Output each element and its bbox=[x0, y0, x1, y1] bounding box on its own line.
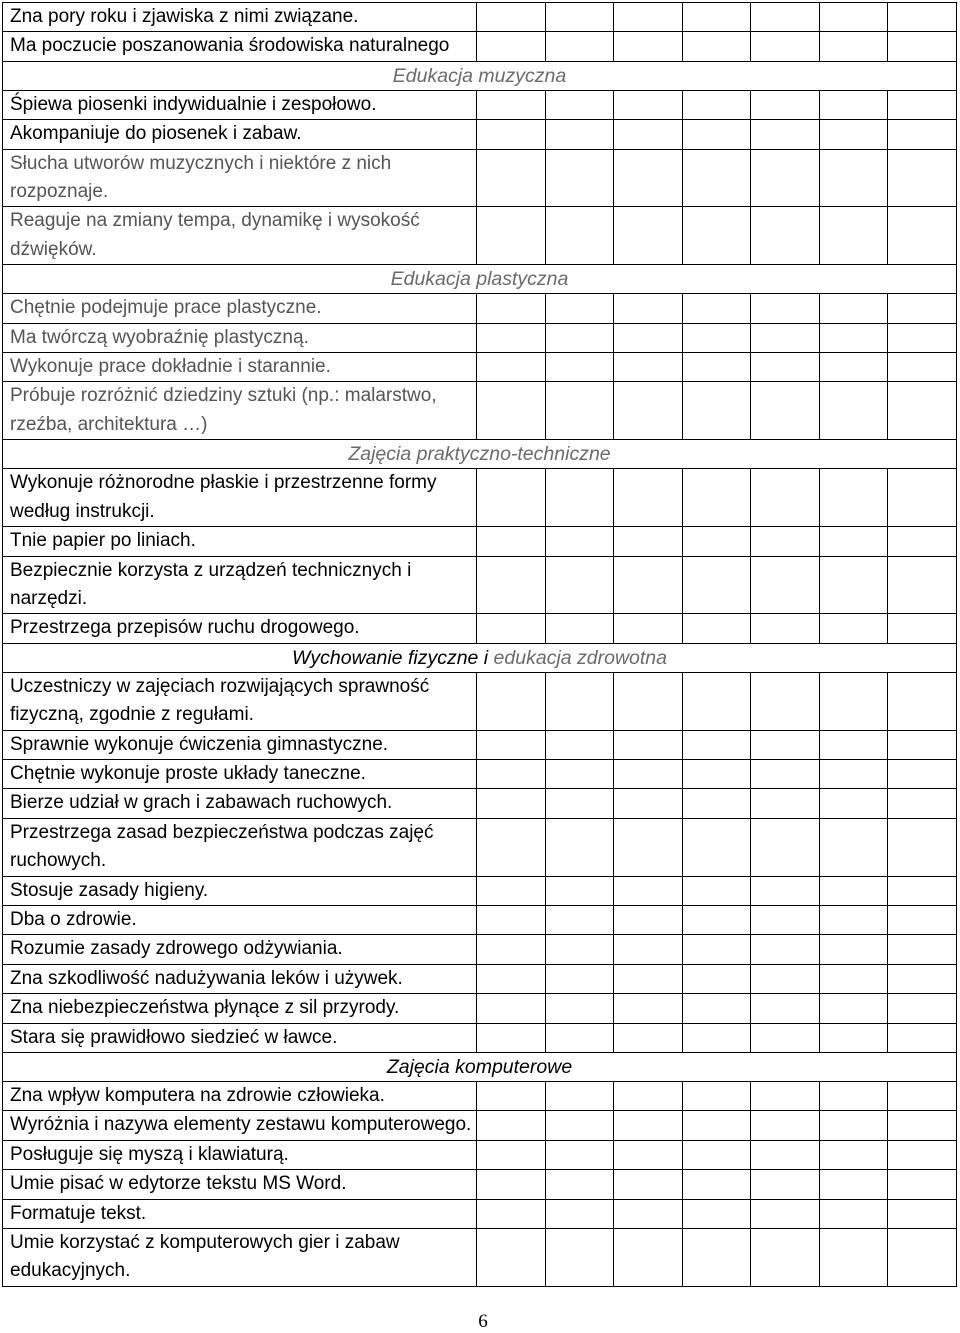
skill-description: Umie pisać w edytorze tekstu MS Word. bbox=[3, 1170, 477, 1199]
grade-cell[interactable] bbox=[751, 294, 820, 323]
grade-cell[interactable] bbox=[614, 672, 683, 730]
grade-cell[interactable] bbox=[545, 1082, 614, 1111]
grade-cell[interactable] bbox=[614, 323, 683, 352]
grade-cell[interactable] bbox=[614, 759, 683, 788]
grade-cell[interactable] bbox=[545, 32, 614, 61]
grade-cell[interactable] bbox=[888, 1023, 957, 1052]
grade-cell[interactable] bbox=[751, 207, 820, 265]
section-title: Zajęcia praktyczno-techniczne bbox=[348, 443, 611, 466]
grade-cell[interactable] bbox=[477, 323, 546, 352]
grade-cell[interactable] bbox=[819, 382, 888, 440]
grade-cell[interactable] bbox=[682, 1199, 751, 1228]
grade-cell[interactable] bbox=[614, 294, 683, 323]
grade-cell[interactable] bbox=[614, 149, 683, 207]
grade-cell[interactable] bbox=[819, 207, 888, 265]
grade-cell[interactable] bbox=[545, 614, 614, 643]
grade-cell[interactable] bbox=[888, 1199, 957, 1228]
skill-description: Chętnie podejmuje prace plastyczne. bbox=[3, 294, 477, 323]
grade-cell[interactable] bbox=[751, 905, 820, 934]
grade-cell[interactable] bbox=[614, 818, 683, 876]
grade-cell[interactable] bbox=[751, 1082, 820, 1111]
skill-description: Śpiewa piosenki indywidualnie i zespołowo. bbox=[3, 90, 477, 119]
grade-cell[interactable] bbox=[545, 469, 614, 527]
grade-cell[interactable] bbox=[819, 294, 888, 323]
skill-description: Umie korzystać z komputerowych gier i zabaw edukacyjnych. bbox=[3, 1229, 477, 1287]
grade-cell[interactable] bbox=[888, 789, 957, 818]
skill-description: Przestrzega przepisów ruchu drogowego. bbox=[3, 614, 477, 643]
skill-description: Uczestniczy w zajęciach rozwijających sprawność fizyczną, zgodnie z regułami. bbox=[3, 672, 477, 730]
grade-cell[interactable] bbox=[545, 149, 614, 207]
grade-cell[interactable] bbox=[682, 1082, 751, 1111]
grade-cell[interactable] bbox=[682, 1229, 751, 1287]
skill-row bbox=[3, 730, 957, 759]
grade-cell[interactable] bbox=[477, 994, 546, 1023]
grade-cell[interactable] bbox=[682, 149, 751, 207]
skill-row bbox=[3, 469, 957, 527]
grade-cell[interactable] bbox=[751, 818, 820, 876]
grade-cell[interactable] bbox=[545, 1229, 614, 1287]
skill-row bbox=[3, 323, 957, 352]
grade-cell[interactable] bbox=[545, 935, 614, 964]
grade-cell[interactable] bbox=[545, 207, 614, 265]
grade-cell[interactable] bbox=[682, 1140, 751, 1169]
skill-row bbox=[3, 759, 957, 788]
grade-cell[interactable] bbox=[888, 1170, 957, 1199]
skill-description: Zna pory roku i zjawiska z nimi związane. bbox=[3, 3, 477, 32]
grade-cell[interactable] bbox=[888, 994, 957, 1023]
grade-cell[interactable] bbox=[888, 353, 957, 382]
grade-cell[interactable] bbox=[477, 818, 546, 876]
skill-row bbox=[3, 382, 957, 440]
section-header-row bbox=[3, 440, 957, 469]
grade-cell[interactable] bbox=[477, 90, 546, 119]
grade-cell[interactable] bbox=[545, 556, 614, 614]
skill-description: Reaguje na zmiany tempa, dynamikę i wysokość dźwięków. bbox=[3, 207, 477, 265]
grade-cell[interactable] bbox=[614, 935, 683, 964]
grade-cell[interactable] bbox=[751, 353, 820, 382]
grade-cell[interactable] bbox=[819, 994, 888, 1023]
section-title-suffix: edukacja zdrowotna bbox=[488, 646, 668, 669]
skill-description: Wykonuje różnorodne płaskie i przestrzenne formy według instrukcji. bbox=[3, 469, 477, 527]
grade-cell[interactable] bbox=[888, 207, 957, 265]
grade-cell[interactable] bbox=[751, 120, 820, 149]
grade-cell[interactable] bbox=[477, 556, 546, 614]
grade-cell[interactable] bbox=[545, 120, 614, 149]
grade-cell[interactable] bbox=[614, 905, 683, 934]
skill-row bbox=[3, 1199, 957, 1228]
grade-cell[interactable] bbox=[477, 964, 546, 993]
grade-cell[interactable] bbox=[888, 527, 957, 556]
grade-cell[interactable] bbox=[614, 1199, 683, 1228]
grade-cell[interactable] bbox=[751, 382, 820, 440]
grade-cell[interactable] bbox=[477, 789, 546, 818]
grade-cell[interactable] bbox=[614, 382, 683, 440]
grade-cell[interactable] bbox=[888, 935, 957, 964]
grade-cell[interactable] bbox=[888, 1229, 957, 1287]
grade-cell[interactable] bbox=[682, 876, 751, 905]
grade-cell[interactable] bbox=[477, 935, 546, 964]
grade-cell[interactable] bbox=[545, 1170, 614, 1199]
skill-row bbox=[3, 876, 957, 905]
grade-cell[interactable] bbox=[888, 120, 957, 149]
grade-cell[interactable] bbox=[682, 964, 751, 993]
grade-cell[interactable] bbox=[819, 1170, 888, 1199]
grade-cell[interactable] bbox=[545, 527, 614, 556]
skill-description: Słucha utworów muzycznych i niektóre z nich rozpoznaje. bbox=[3, 149, 477, 207]
grade-cell[interactable] bbox=[819, 120, 888, 149]
skill-row bbox=[3, 120, 957, 149]
grade-cell[interactable] bbox=[545, 789, 614, 818]
grade-cell[interactable] bbox=[751, 672, 820, 730]
skill-description: Ma poczucie poszanowania środowiska naturalnego bbox=[3, 32, 477, 61]
grade-cell[interactable] bbox=[477, 382, 546, 440]
grade-cell[interactable] bbox=[614, 556, 683, 614]
grade-cell[interactable] bbox=[751, 1229, 820, 1287]
grade-cell[interactable] bbox=[682, 994, 751, 1023]
grade-cell[interactable] bbox=[819, 935, 888, 964]
grade-cell[interactable] bbox=[751, 469, 820, 527]
section-header-row bbox=[3, 61, 957, 90]
grade-cell[interactable] bbox=[751, 994, 820, 1023]
skill-description: Próbuje rozróżnić dziedziny sztuki (np.: malarstwo, rzeźba, architektura …) bbox=[3, 382, 477, 440]
grade-cell[interactable] bbox=[545, 964, 614, 993]
skill-row bbox=[3, 1229, 957, 1287]
grade-cell[interactable] bbox=[682, 1170, 751, 1199]
skill-row bbox=[3, 3, 957, 32]
section-header-row bbox=[3, 643, 957, 672]
skill-row bbox=[3, 527, 957, 556]
grade-cell[interactable] bbox=[614, 1140, 683, 1169]
grade-cell[interactable] bbox=[819, 672, 888, 730]
skill-description: Stosuje zasady higieny. bbox=[3, 876, 477, 905]
section-header bbox=[3, 265, 957, 294]
skill-row bbox=[3, 614, 957, 643]
skill-description: Chętnie wykonuje proste układy taneczne. bbox=[3, 759, 477, 788]
grade-cell[interactable] bbox=[545, 672, 614, 730]
grade-cell[interactable] bbox=[477, 207, 546, 265]
grade-cell[interactable] bbox=[819, 789, 888, 818]
grade-cell[interactable] bbox=[888, 730, 957, 759]
grade-cell[interactable] bbox=[682, 323, 751, 352]
grade-cell[interactable] bbox=[545, 759, 614, 788]
grade-cell[interactable] bbox=[477, 527, 546, 556]
grade-cell[interactable] bbox=[751, 789, 820, 818]
grade-cell[interactable] bbox=[477, 905, 546, 934]
grade-cell[interactable] bbox=[819, 1140, 888, 1169]
grade-cell[interactable] bbox=[888, 323, 957, 352]
grade-cell[interactable] bbox=[614, 730, 683, 759]
grade-cell[interactable] bbox=[888, 3, 957, 32]
skill-description: Zna wpływ komputera na zdrowie człowieka. bbox=[3, 1082, 477, 1111]
grade-cell[interactable] bbox=[888, 149, 957, 207]
grade-cell[interactable] bbox=[477, 1111, 546, 1140]
skill-row bbox=[3, 672, 957, 730]
grade-cell[interactable] bbox=[751, 149, 820, 207]
grade-cell[interactable] bbox=[545, 353, 614, 382]
grade-cell[interactable] bbox=[819, 1082, 888, 1111]
skill-row bbox=[3, 207, 957, 265]
skill-description: Zna szkodliwość nadużywania leków i używek. bbox=[3, 964, 477, 993]
skill-row bbox=[3, 905, 957, 934]
grade-cell[interactable] bbox=[819, 1229, 888, 1287]
grade-cell[interactable] bbox=[751, 935, 820, 964]
grade-cell[interactable] bbox=[751, 1023, 820, 1052]
grade-cell[interactable] bbox=[751, 876, 820, 905]
grade-cell[interactable] bbox=[819, 90, 888, 119]
section-header bbox=[3, 440, 957, 469]
grade-cell[interactable] bbox=[682, 759, 751, 788]
grade-cell[interactable] bbox=[682, 672, 751, 730]
grade-cell[interactable] bbox=[682, 120, 751, 149]
section-title: Wychowanie fizyczne i bbox=[291, 646, 489, 669]
grade-cell[interactable] bbox=[682, 556, 751, 614]
grade-cell[interactable] bbox=[751, 527, 820, 556]
grade-cell[interactable] bbox=[614, 1111, 683, 1140]
grade-cell[interactable] bbox=[888, 90, 957, 119]
skill-row bbox=[3, 90, 957, 119]
grade-cell[interactable] bbox=[477, 672, 546, 730]
grade-cell[interactable] bbox=[477, 294, 546, 323]
grade-cell[interactable] bbox=[682, 789, 751, 818]
skill-row bbox=[3, 994, 957, 1023]
skill-description: Sprawnie wykonuje ćwiczenia gimnastyczne. bbox=[3, 730, 477, 759]
skill-description: Zna niebezpieczeństwa płynące z sil przyrody. bbox=[3, 994, 477, 1023]
grade-cell[interactable] bbox=[545, 1111, 614, 1140]
skill-description: Bezpiecznie korzysta z urządzeń technicznych i narzędzi. bbox=[3, 556, 477, 614]
skill-row bbox=[3, 1023, 957, 1052]
grade-cell[interactable] bbox=[682, 905, 751, 934]
grade-cell[interactable] bbox=[477, 149, 546, 207]
grade-cell[interactable] bbox=[614, 1082, 683, 1111]
grade-cell[interactable] bbox=[751, 3, 820, 32]
grade-cell[interactable] bbox=[751, 323, 820, 352]
grade-cell[interactable] bbox=[682, 730, 751, 759]
grade-cell[interactable] bbox=[477, 1199, 546, 1228]
grade-cell[interactable] bbox=[682, 3, 751, 32]
grade-cell[interactable] bbox=[614, 120, 683, 149]
grade-cell[interactable] bbox=[682, 32, 751, 61]
grade-cell[interactable] bbox=[888, 876, 957, 905]
grade-cell[interactable] bbox=[545, 876, 614, 905]
grade-cell[interactable] bbox=[614, 789, 683, 818]
grade-cell[interactable] bbox=[682, 527, 751, 556]
grade-cell[interactable] bbox=[477, 614, 546, 643]
section-title: Zajęcia komputerowe bbox=[386, 1056, 573, 1078]
grade-cell[interactable] bbox=[751, 32, 820, 61]
skill-row bbox=[3, 935, 957, 964]
section-header-row bbox=[3, 265, 957, 294]
grade-cell[interactable] bbox=[545, 382, 614, 440]
grade-cell[interactable] bbox=[614, 90, 683, 119]
grade-cell[interactable] bbox=[682, 90, 751, 119]
grade-cell[interactable] bbox=[477, 730, 546, 759]
section-header bbox=[3, 61, 957, 90]
grade-cell[interactable] bbox=[545, 994, 614, 1023]
grade-cell[interactable] bbox=[477, 32, 546, 61]
grade-cell[interactable] bbox=[477, 1140, 546, 1169]
skill-row bbox=[3, 1140, 957, 1169]
skill-row bbox=[3, 32, 957, 61]
grade-cell[interactable] bbox=[751, 1140, 820, 1169]
grade-cell[interactable] bbox=[477, 120, 546, 149]
grade-cell[interactable] bbox=[819, 353, 888, 382]
skill-row bbox=[3, 964, 957, 993]
grade-cell[interactable] bbox=[614, 1229, 683, 1287]
grade-cell[interactable] bbox=[614, 527, 683, 556]
skill-description: Rozumie zasady zdrowego odżywiania. bbox=[3, 935, 477, 964]
grade-cell[interactable] bbox=[819, 32, 888, 61]
grade-cell[interactable] bbox=[888, 469, 957, 527]
section-title: Edukacja plastyczna bbox=[390, 268, 569, 291]
grade-cell[interactable] bbox=[545, 1199, 614, 1228]
grade-cell[interactable] bbox=[614, 3, 683, 32]
grade-cell[interactable] bbox=[819, 730, 888, 759]
grade-cell[interactable] bbox=[682, 382, 751, 440]
section-title: Edukacja muzyczna bbox=[392, 64, 567, 87]
grade-cell[interactable] bbox=[477, 1229, 546, 1287]
skill-description: Wyróżnia i nazywa elementy zestawu komputerowego. bbox=[3, 1111, 477, 1140]
grade-cell[interactable] bbox=[614, 1170, 683, 1199]
grade-cell[interactable] bbox=[888, 964, 957, 993]
grade-cell[interactable] bbox=[819, 759, 888, 788]
grade-cell[interactable] bbox=[888, 672, 957, 730]
grade-cell[interactable] bbox=[819, 818, 888, 876]
grade-cell[interactable] bbox=[751, 1170, 820, 1199]
grade-cell[interactable] bbox=[819, 1023, 888, 1052]
grade-cell[interactable] bbox=[545, 818, 614, 876]
skill-description: Przestrzega zasad bezpieczeństwa podczas zajęć ruchowych. bbox=[3, 818, 477, 876]
skill-row bbox=[3, 353, 957, 382]
skill-description: Tnie papier po liniach. bbox=[3, 527, 477, 556]
skill-row bbox=[3, 1082, 957, 1111]
grade-cell[interactable] bbox=[614, 614, 683, 643]
skill-description: Akompaniuje do piosenek i zabaw. bbox=[3, 120, 477, 149]
grade-cell[interactable] bbox=[888, 382, 957, 440]
grade-cell[interactable] bbox=[545, 905, 614, 934]
grade-cell[interactable] bbox=[682, 935, 751, 964]
skill-row bbox=[3, 556, 957, 614]
grade-cell[interactable] bbox=[751, 614, 820, 643]
grade-cell[interactable] bbox=[751, 964, 820, 993]
grade-cell[interactable] bbox=[614, 994, 683, 1023]
grade-cell[interactable] bbox=[751, 90, 820, 119]
grade-cell[interactable] bbox=[682, 614, 751, 643]
grade-cell[interactable] bbox=[477, 3, 546, 32]
grade-cell[interactable] bbox=[614, 207, 683, 265]
grade-cell[interactable] bbox=[545, 294, 614, 323]
grade-cell[interactable] bbox=[682, 1023, 751, 1052]
grade-cell[interactable] bbox=[545, 3, 614, 32]
skill-row bbox=[3, 1111, 957, 1140]
skill-row bbox=[3, 818, 957, 876]
grade-cell[interactable] bbox=[477, 1023, 546, 1052]
grade-cell[interactable] bbox=[682, 1111, 751, 1140]
grade-cell[interactable] bbox=[751, 1199, 820, 1228]
grade-cell[interactable] bbox=[614, 353, 683, 382]
grade-cell[interactable] bbox=[614, 469, 683, 527]
skill-description: Dba o zdrowie. bbox=[3, 905, 477, 934]
grade-cell[interactable] bbox=[819, 469, 888, 527]
grade-cell[interactable] bbox=[819, 3, 888, 32]
assessment-table bbox=[2, 2, 957, 1287]
section-header bbox=[3, 1053, 957, 1082]
grade-cell[interactable] bbox=[477, 1170, 546, 1199]
grade-cell[interactable] bbox=[819, 527, 888, 556]
grade-cell[interactable] bbox=[545, 323, 614, 352]
skill-description: Ma twórczą wyobraźnię plastyczną. bbox=[3, 323, 477, 352]
grade-cell[interactable] bbox=[819, 1199, 888, 1228]
grade-cell[interactable] bbox=[614, 964, 683, 993]
grade-cell[interactable] bbox=[819, 1111, 888, 1140]
grade-cell[interactable] bbox=[751, 556, 820, 614]
section-header-row bbox=[3, 1053, 957, 1082]
grade-cell[interactable] bbox=[682, 818, 751, 876]
grade-cell[interactable] bbox=[682, 207, 751, 265]
grade-cell[interactable] bbox=[477, 759, 546, 788]
grade-cell[interactable] bbox=[614, 1023, 683, 1052]
grade-cell[interactable] bbox=[819, 323, 888, 352]
skill-description: Formatuje tekst. bbox=[3, 1199, 477, 1228]
grade-cell[interactable] bbox=[545, 1023, 614, 1052]
assessment-rows bbox=[3, 3, 957, 1287]
grade-cell[interactable] bbox=[819, 149, 888, 207]
grade-cell[interactable] bbox=[614, 876, 683, 905]
skill-description: Wykonuje prace dokładnie i starannie. bbox=[3, 353, 477, 382]
grade-cell[interactable] bbox=[888, 1140, 957, 1169]
grade-cell[interactable] bbox=[888, 614, 957, 643]
grade-cell[interactable] bbox=[545, 90, 614, 119]
grade-cell[interactable] bbox=[545, 730, 614, 759]
grade-cell[interactable] bbox=[477, 1082, 546, 1111]
grade-cell[interactable] bbox=[682, 469, 751, 527]
grade-cell[interactable] bbox=[888, 905, 957, 934]
grade-cell[interactable] bbox=[682, 353, 751, 382]
grade-cell[interactable] bbox=[819, 876, 888, 905]
grade-cell[interactable] bbox=[477, 353, 546, 382]
skill-description: Bierze udział w grach i zabawach ruchowych. bbox=[3, 789, 477, 818]
skill-row bbox=[3, 1170, 957, 1199]
grade-cell[interactable] bbox=[888, 1111, 957, 1140]
grade-cell[interactable] bbox=[751, 730, 820, 759]
skill-row bbox=[3, 789, 957, 818]
grade-cell[interactable] bbox=[888, 294, 957, 323]
grade-cell[interactable] bbox=[819, 556, 888, 614]
grade-cell[interactable] bbox=[819, 614, 888, 643]
grade-cell[interactable] bbox=[888, 818, 957, 876]
grade-cell[interactable] bbox=[545, 1140, 614, 1169]
grade-cell[interactable] bbox=[614, 32, 683, 61]
grade-cell[interactable] bbox=[888, 32, 957, 61]
grade-cell[interactable] bbox=[888, 759, 957, 788]
grade-cell[interactable] bbox=[888, 1082, 957, 1111]
grade-cell[interactable] bbox=[477, 469, 546, 527]
skill-description: Posługuje się myszą i klawiaturą. bbox=[3, 1140, 477, 1169]
section-header bbox=[3, 643, 957, 672]
grade-cell[interactable] bbox=[751, 759, 820, 788]
grade-cell[interactable] bbox=[751, 1111, 820, 1140]
skill-row bbox=[3, 149, 957, 207]
grade-cell[interactable] bbox=[819, 964, 888, 993]
skill-description: Stara się prawidłowo siedzieć w ławce. bbox=[3, 1023, 477, 1052]
grade-cell[interactable] bbox=[682, 294, 751, 323]
page-number: 6 bbox=[478, 1311, 488, 1332]
skill-row bbox=[3, 294, 957, 323]
grade-cell[interactable] bbox=[477, 876, 546, 905]
grade-cell[interactable] bbox=[819, 905, 888, 934]
grade-cell[interactable] bbox=[888, 556, 957, 614]
